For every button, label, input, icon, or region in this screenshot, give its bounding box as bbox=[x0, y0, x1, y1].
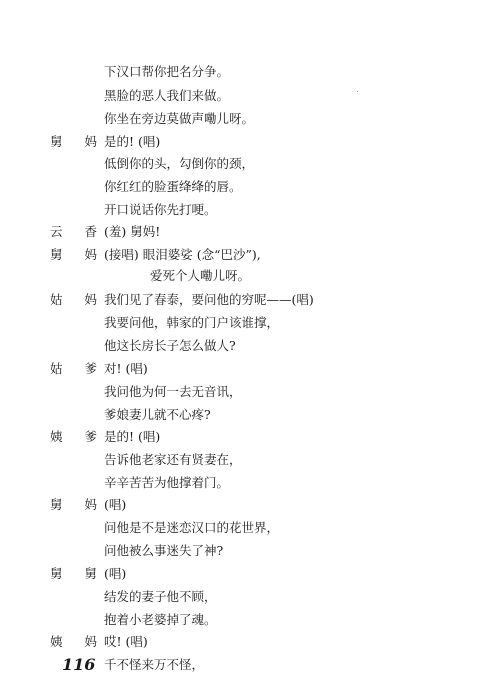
script-line: 你红红的脸蛋绛绛的唇。 bbox=[104, 179, 242, 194]
script-line: 低倒你的头，勾倒你的颈， bbox=[104, 156, 255, 171]
script-line: (唱) bbox=[104, 566, 127, 581]
page-number: 116 bbox=[62, 655, 96, 674]
speck-mark bbox=[357, 91, 358, 92]
speaker-name: 舅 妈 bbox=[50, 497, 106, 512]
script-line: 下汉口帮你把名分争。 bbox=[104, 64, 230, 79]
speaker-name: 云 香 bbox=[50, 224, 106, 239]
script-line: 黑脸的恶人我们来做。 bbox=[104, 88, 230, 103]
script-line: 我们见了春泰，要问他的穷呢——(唱) bbox=[104, 292, 314, 307]
script-line: 你坐在旁边莫做声嘞儿呀。 bbox=[104, 111, 255, 126]
script-line: 结发的妻子他不顾， bbox=[104, 589, 217, 604]
script-line: 问他是不是迷恋汉口的花世界， bbox=[104, 520, 280, 535]
script-line: 辛辛苦苦为他撑着门。 bbox=[104, 475, 230, 490]
script-line: 告诉他老家还有贤妻在， bbox=[104, 452, 242, 467]
script-line: 对! (唱) bbox=[104, 361, 148, 376]
script-line: 抱着小老婆掉了魂。 bbox=[104, 612, 217, 627]
speaker-name: 姨 妈 bbox=[50, 634, 106, 649]
script-line: (接唱) 眼泪婆娑 (念“巴沙”), bbox=[104, 247, 261, 262]
script-line: 爱死个人嘞儿呀。 bbox=[150, 268, 251, 283]
script-line: 我问他为何一去无音讯， bbox=[104, 384, 242, 399]
script-line: 爹娘妻儿就不心疼? bbox=[104, 407, 211, 422]
speaker-name: 姑 爹 bbox=[50, 361, 106, 376]
script-line: (羞) 舅妈! bbox=[104, 224, 161, 239]
speaker-name: 姑 妈 bbox=[50, 292, 106, 307]
script-line: 开口说话你先打哽。 bbox=[104, 202, 217, 217]
speaker-name: 舅 舅 bbox=[50, 566, 106, 581]
script-line: 是的! (唱) bbox=[104, 134, 161, 149]
script-line: 千不怪来万不怪， bbox=[104, 657, 205, 672]
script-line: 问他被么事迷失了神? bbox=[104, 543, 224, 558]
script-line: (唱) bbox=[104, 497, 127, 512]
script-line: 是的! (唱) bbox=[104, 429, 161, 444]
speaker-name: 舅 妈 bbox=[50, 134, 106, 149]
speaker-name: 舅 妈 bbox=[50, 247, 106, 262]
script-line: 他这长房长子怎么做人? bbox=[104, 338, 236, 353]
speaker-name: 姨 爹 bbox=[50, 429, 106, 444]
script-line: 哎! (唱) bbox=[104, 634, 148, 649]
script-line: 我要问他，韩家的门户该谁撑， bbox=[104, 315, 280, 330]
